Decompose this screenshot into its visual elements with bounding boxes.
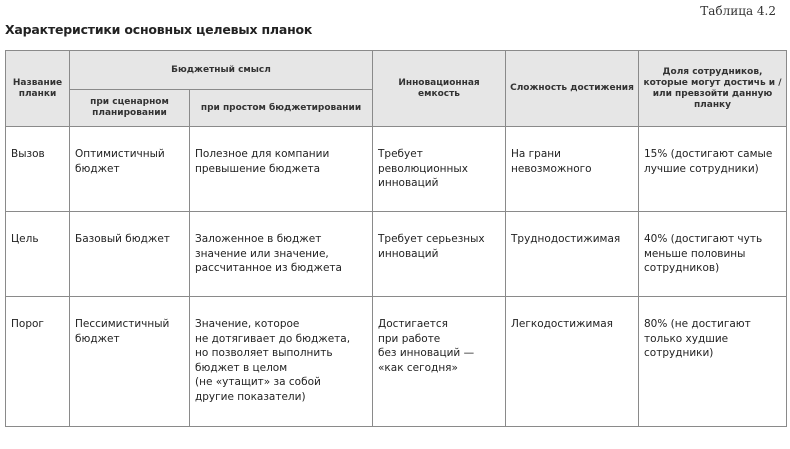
table-number: Таблица 4.2 <box>700 4 776 18</box>
cell-share: 15% (достигают самые лучшие сотрудники) <box>639 127 787 212</box>
cell-difficulty: Легкодостижимая <box>506 297 639 427</box>
header-budget-simple: при простом бюджетировании <box>190 90 373 127</box>
table-row <box>6 297 787 427</box>
cell-scenario: Пессимистичный бюджет <box>70 297 190 427</box>
header-name: Название планки <box>6 51 70 127</box>
cell-difficulty: Труднодостижимая <box>506 212 639 297</box>
header-budget-group: Бюджетный смысл <box>70 51 373 90</box>
cell-share: 40% (достигают чуть меньше половины сотрудников) <box>639 212 787 297</box>
cell-innovation: Требует революционных инноваций <box>373 127 506 212</box>
cell-difficulty: На грани невозможного <box>506 127 639 212</box>
characteristics-table <box>5 50 787 427</box>
cell-scenario: Оптимистичный бюджет <box>70 127 190 212</box>
cell-simple: Заложенное в бюджет значение или значение, рассчитанное из бюджета <box>190 212 373 297</box>
cell-name: Порог <box>6 297 70 427</box>
cell-share: 80% (не достигают только худшие сотрудники) <box>639 297 787 427</box>
header-innovation: Инновационная емкость <box>373 51 506 127</box>
table-title: Характеристики основных целевых планок <box>5 22 313 37</box>
header-share: Доля сотрудников, которые могут достичь и /или превзойти данную планку <box>639 51 787 127</box>
cell-name: Вызов <box>6 127 70 212</box>
cell-simple: Значение, которое не дотягивает до бюджета, но позволяет выполнить бюджет в целом (не «утащит» за собой другие показатели) <box>190 297 373 427</box>
header-row-top <box>6 51 787 90</box>
cell-name: Цель <box>6 212 70 297</box>
cell-simple: Полезное для компании превышение бюджета <box>190 127 373 212</box>
table-row <box>6 127 787 212</box>
table-row <box>6 212 787 297</box>
header-budget-scenario: при сценарном планировании <box>70 90 190 127</box>
header-difficulty: Сложность достижения <box>506 51 639 127</box>
cell-innovation: Требует серьезных инноваций <box>373 212 506 297</box>
cell-innovation: Достигается при работе без инноваций — «как сегодня» <box>373 297 506 427</box>
cell-scenario: Базовый бюджет <box>70 212 190 297</box>
